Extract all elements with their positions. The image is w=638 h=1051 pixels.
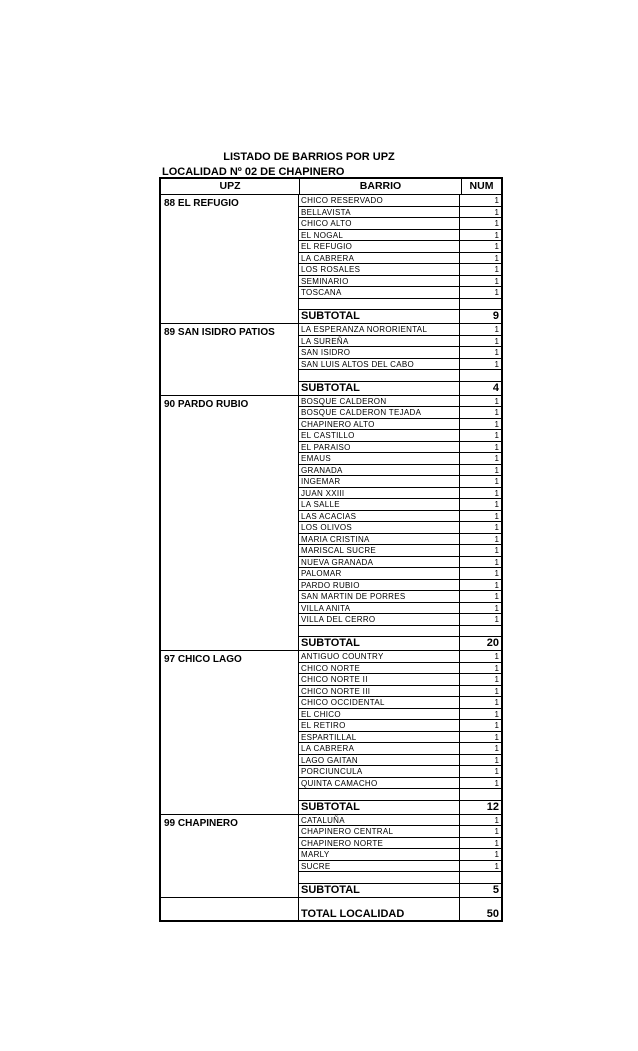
- page-title: LISTADO DE BARRIOS POR UPZ: [223, 151, 395, 163]
- upz-group: [161, 815, 501, 898]
- table-row: [299, 287, 501, 299]
- table-row-barrio: EL RETIRO: [299, 720, 460, 731]
- table-row-num: 1: [494, 276, 499, 286]
- table-row-num: 1: [494, 230, 499, 240]
- table-row: [299, 557, 501, 569]
- table-row-barrio: LOS OLIVOS: [299, 522, 460, 533]
- table-row-barrio: CATALUÑA: [299, 815, 460, 826]
- table-row-num: 1: [494, 546, 499, 555]
- table-row: [299, 476, 501, 488]
- table-row: [299, 778, 501, 790]
- blank-row: [299, 872, 501, 884]
- table-row: [299, 207, 501, 219]
- table-row-num: 1: [494, 850, 499, 859]
- table-row-barrio: JUAN XXIII: [299, 488, 460, 499]
- table-row-num: 1: [494, 686, 499, 696]
- table-row: [299, 815, 501, 827]
- table-row: [299, 324, 501, 336]
- table-row-num: 1: [494, 419, 499, 429]
- barrio-list: [299, 324, 501, 395]
- blank-row-barrio: [299, 626, 460, 637]
- table-row-num: 1: [494, 488, 499, 498]
- table-row-barrio: EL REFUGIO: [299, 241, 460, 252]
- barrio-list: [299, 815, 501, 897]
- total-right: [299, 898, 501, 920]
- subtotal-row-barrio: SUBTOTAL: [299, 884, 460, 897]
- table-row-num: 1: [494, 359, 499, 369]
- blank-row-num: [460, 872, 501, 883]
- blank-row: [299, 370, 501, 382]
- table-row-barrio: CHICO OCCIDENTAL: [299, 697, 460, 708]
- table-row-barrio: EL NOGAL: [299, 230, 460, 241]
- table-row: [299, 686, 501, 698]
- table-row: [299, 218, 501, 230]
- table-row-barrio: LA SUREÑA: [299, 336, 460, 347]
- blank-row-barrio: [299, 872, 460, 883]
- table-row-num: 1: [494, 755, 499, 765]
- table-row: [299, 407, 501, 419]
- table-row: [299, 499, 501, 511]
- table-row-num: 1: [494, 603, 499, 613]
- subtotal-row-barrio: SUBTOTAL: [299, 637, 460, 650]
- table-row-num: 1: [494, 767, 499, 776]
- blank-row-num: [460, 789, 501, 800]
- table-row-num: 1: [494, 265, 499, 274]
- table-row-num: 1: [494, 580, 499, 590]
- subtotal-row-num: 20: [486, 637, 499, 649]
- table-row-barrio: BELLAVISTA: [299, 207, 460, 218]
- table-row-barrio: CHICO NORTE III: [299, 686, 460, 697]
- upz-group: [161, 195, 501, 324]
- table-row-barrio: PORCIUNCULA: [299, 766, 460, 777]
- table-row: [299, 720, 501, 732]
- table-row-barrio: CHICO RESERVADO: [299, 195, 460, 206]
- table-row: [299, 709, 501, 721]
- table-row-num: 1: [494, 454, 499, 463]
- upz-group: [161, 324, 501, 396]
- table-row-barrio: EMAUS: [299, 453, 460, 464]
- table-row: [299, 465, 501, 477]
- table-row-barrio: EL CASTILLO: [299, 430, 460, 441]
- subtotal-row: [299, 801, 501, 814]
- table-row: [299, 651, 501, 663]
- table-row: [299, 264, 501, 276]
- barrio-list: [299, 396, 501, 651]
- table-row: [299, 674, 501, 686]
- table-row-barrio: NUEVA GRANADA: [299, 557, 460, 568]
- table-row-barrio: BOSQUE CALDERON: [299, 396, 460, 407]
- table-row-barrio: SAN MARTIN DE PORRES: [299, 591, 460, 602]
- table-row-barrio: CHICO NORTE II: [299, 674, 460, 685]
- table-row-barrio: INGEMAR: [299, 476, 460, 487]
- table-row-barrio: SAN ISIDRO: [299, 347, 460, 358]
- subtotal-row-num: 5: [492, 883, 499, 896]
- table-row-num: 1: [494, 196, 499, 205]
- subtotal-row-num: 12: [486, 800, 499, 813]
- table-row-barrio: CHAPINERO NORTE: [299, 838, 460, 849]
- table-row-num: 1: [494, 652, 499, 661]
- table-row: [299, 766, 501, 778]
- blank-row: [299, 626, 501, 638]
- table-row-num: 1: [494, 534, 499, 544]
- table-row-num: 1: [494, 592, 499, 601]
- table-row-num: 1: [494, 288, 499, 297]
- table-row: [299, 276, 501, 288]
- upz-groups: [161, 195, 501, 898]
- table-row-num: 1: [494, 207, 499, 217]
- table-row-num: 1: [494, 675, 499, 684]
- table-row-num: 1: [494, 477, 499, 486]
- table-row-num: 1: [494, 861, 499, 871]
- table-row: [299, 591, 501, 603]
- table-row-num: 1: [494, 732, 499, 742]
- table-row-barrio: LA SALLE: [299, 499, 460, 510]
- table-row-num: 1: [494, 336, 499, 346]
- blank-row-barrio: [299, 789, 460, 800]
- table-row-num: 1: [494, 569, 499, 578]
- table-row: [299, 230, 501, 242]
- table-row: [299, 603, 501, 615]
- table-row: [299, 359, 501, 371]
- subtotal-row-num: 4: [492, 381, 499, 394]
- blank-row-barrio: [299, 370, 460, 381]
- table-row-barrio: EL CHICO: [299, 709, 460, 720]
- table-row-num: 1: [494, 557, 499, 567]
- table-row-num: 1: [494, 615, 499, 624]
- table-row-barrio: QUINTA CAMACHO: [299, 778, 460, 789]
- table-row: [299, 453, 501, 465]
- table-row-num: 1: [494, 778, 499, 788]
- barrio-list: [299, 651, 501, 814]
- table-row-num: 1: [494, 698, 499, 707]
- table-row: [299, 253, 501, 265]
- blank-row: [299, 299, 501, 311]
- subtotal-row: [299, 884, 501, 897]
- table-row: [299, 442, 501, 454]
- table-row: [299, 568, 501, 580]
- upz-group: [161, 396, 501, 652]
- upz-name: 99 CHAPINERO: [161, 815, 299, 897]
- table-row: [299, 663, 501, 675]
- total-upz-cell: [161, 898, 299, 920]
- table-row-barrio: SAN LUIS ALTOS DEL CABO: [299, 359, 460, 370]
- table-row-barrio: SUCRE: [299, 861, 460, 872]
- table-row-num: 1: [494, 442, 499, 452]
- blank-row-num: [460, 370, 501, 381]
- table-row-num: 1: [494, 396, 499, 406]
- table-row-num: 1: [494, 721, 499, 730]
- upz-name: 97 CHICO LAGO: [161, 651, 299, 814]
- table-row-barrio: PALOMAR: [299, 568, 460, 579]
- blank-row-num: [460, 626, 501, 637]
- subtotal-row: [299, 382, 501, 395]
- total-row: [299, 898, 501, 920]
- table-row: [299, 580, 501, 592]
- upz-group: [161, 651, 501, 815]
- table-row: [299, 755, 501, 767]
- barrios-table: [159, 177, 503, 922]
- table-row: [299, 195, 501, 207]
- table-row-num: 1: [494, 465, 499, 475]
- upz-name: 90 PARDO RUBIO: [161, 396, 299, 651]
- table-row: [299, 861, 501, 873]
- table-row: [299, 511, 501, 523]
- table-row: [299, 396, 501, 408]
- table-row-num: 1: [494, 348, 499, 357]
- table-row-num: 1: [494, 709, 499, 719]
- total-label: TOTAL LOCALIDAD: [299, 898, 460, 920]
- locality-subtitle: LOCALIDAD Nº 02 DE CHAPINERO: [162, 166, 345, 178]
- blank-row-barrio: [299, 299, 460, 310]
- header-upz: UPZ: [161, 179, 300, 194]
- table-row-barrio: ANTIGUO COUNTRY: [299, 651, 460, 662]
- table-row: [299, 488, 501, 500]
- table-row-num: 1: [494, 408, 499, 417]
- table-row-barrio: BOSQUE CALDERON TEJADA: [299, 407, 460, 418]
- table-row-num: 1: [494, 511, 499, 521]
- table-row-barrio: EL PARAISO: [299, 442, 460, 453]
- table-row: [299, 826, 501, 838]
- table-row: [299, 849, 501, 861]
- table-header: [161, 179, 501, 195]
- table-row: [299, 614, 501, 626]
- subtotal-row-barrio: SUBTOTAL: [299, 801, 460, 814]
- upz-name: 88 EL REFUGIO: [161, 195, 299, 323]
- subtotal-row: [299, 310, 501, 323]
- table-row-num: 1: [494, 242, 499, 251]
- table-row: [299, 347, 501, 359]
- table-row-barrio: MARIA CRISTINA: [299, 534, 460, 545]
- table-row-barrio: MARISCAL SUCRE: [299, 545, 460, 556]
- table-row-num: 1: [494, 815, 499, 825]
- table-row: [299, 545, 501, 557]
- table-row-barrio: LA CABRERA: [299, 253, 460, 264]
- table-row-barrio: CHICO ALTO: [299, 218, 460, 229]
- table-row-num: 1: [494, 253, 499, 263]
- blank-row: [299, 789, 501, 801]
- subtotal-row-num: 9: [492, 310, 499, 322]
- table-row-barrio: TOSCANA: [299, 287, 460, 298]
- table-row-num: 1: [494, 744, 499, 753]
- table-row-barrio: LA ESPERANZA NORORIENTAL: [299, 324, 460, 335]
- table-row-barrio: GRANADA: [299, 465, 460, 476]
- table-row: [299, 336, 501, 348]
- upz-name: 89 SAN ISIDRO PATIOS: [161, 324, 299, 395]
- table-row-barrio: LAS ACACIAS: [299, 511, 460, 522]
- barrio-list: [299, 195, 501, 323]
- table-row: [299, 534, 501, 546]
- table-row-barrio: MARLY: [299, 849, 460, 860]
- table-row-num: 1: [494, 431, 499, 440]
- table-row-num: 1: [494, 827, 499, 836]
- table-row-barrio: LOS ROSALES: [299, 264, 460, 275]
- table-row-barrio: CHAPINERO ALTO: [299, 419, 460, 430]
- table-row-num: 1: [494, 325, 499, 334]
- header-barrio: BARRIO: [300, 179, 462, 194]
- table-row-barrio: CHICO NORTE: [299, 663, 460, 674]
- table-row-num: 1: [494, 219, 499, 228]
- total-value: 50: [486, 907, 499, 920]
- table-row-barrio: VILLA ANITA: [299, 603, 460, 614]
- table-row-barrio: VILLA DEL CERRO: [299, 614, 460, 625]
- table-row-num: 1: [494, 838, 499, 848]
- table-row-barrio: PARDO RUBIO: [299, 580, 460, 591]
- table-row: [299, 732, 501, 744]
- subtotal-row-barrio: SUBTOTAL: [299, 310, 460, 323]
- table-row: [299, 743, 501, 755]
- total-row-group: [161, 898, 501, 920]
- table-row-num: 1: [494, 500, 499, 509]
- table-row: [299, 697, 501, 709]
- table-row-num: 1: [494, 663, 499, 673]
- blank-row-num: [460, 299, 501, 310]
- header-num: NUM: [469, 180, 494, 192]
- table-row: [299, 419, 501, 431]
- table-row: [299, 241, 501, 253]
- table-row-barrio: ESPARTILLAL: [299, 732, 460, 743]
- table-row-barrio: LAGO GAITAN: [299, 755, 460, 766]
- subtotal-row: [299, 637, 501, 650]
- table-row-barrio: SEMINARIO: [299, 276, 460, 287]
- table-row: [299, 522, 501, 534]
- table-row-barrio: LA CABRERA: [299, 743, 460, 754]
- subtotal-row-barrio: SUBTOTAL: [299, 382, 460, 395]
- table-row-num: 1: [494, 523, 499, 532]
- table-row: [299, 430, 501, 442]
- table-row-barrio: CHAPINERO CENTRAL: [299, 826, 460, 837]
- table-row: [299, 838, 501, 850]
